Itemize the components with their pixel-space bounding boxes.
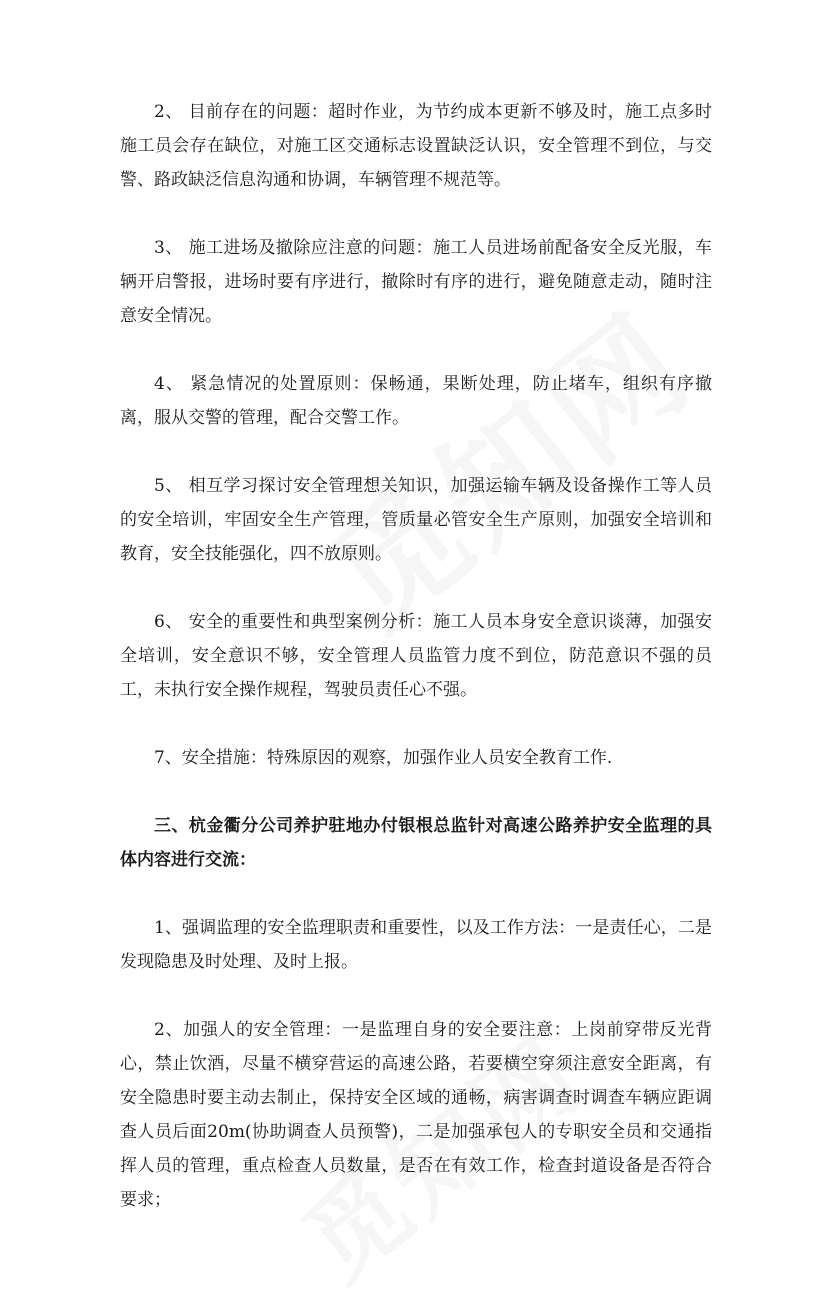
paragraph-item-2: 2、 目前存在的问题：超时作业，为节约成本更新不够及时，施工点多时施工员会存在缺位，对施工区交通标志设置缺泛认识，安全管理不到位，与交警、路政缺泛信息沟通和协调，车辆管理不规范等。 xyxy=(120,102,712,190)
section-paragraph-1: 1、强调监理的安全监理职责和重要性，以及工作方法：一是责任心，二是发现隐患及时处理、及时上报。 xyxy=(120,918,712,972)
document-body xyxy=(120,95,712,1251)
paragraph-item-5: 5、 相互学习探讨安全管理想关知识，加强运输车辆及设备操作工等人员的安全培训，牢固安全生产管理，管质量必管安全生产原则，加强安全培训和教育，安全技能强化，四不放原则。 xyxy=(120,476,712,564)
paragraph-item-6: 6、 安全的重要性和典型案例分析：施工人员本身安全意识谈薄，加强安全培训，安全意识不够，安全管理人员监管力度不到位，防范意识不强的员工，未执行安全操作规程，驾驶员责任心不强。 xyxy=(120,612,712,700)
section-heading: 三、杭金衢分公司养护驻地办付银根总监针对高速公路养护安全监理的具体内容进行交流： xyxy=(120,816,712,870)
paragraph-item-4: 4、 紧急情况的处置原则：保畅通，果断处理，防止堵车，组织有序撤离，服从交警的管理，配合交警工作。 xyxy=(120,374,712,428)
paragraph-item-3: 3、 施工进场及撤除应注意的问题：施工人员进场前配备安全反光服，车辆开启警报，进场时要有序进行，撤除时有序的进行，避免随意走动，随时注意安全情况。 xyxy=(120,238,712,326)
paragraph-item-7: 7、安全措施：特殊原因的观察，加强作业人员安全教育工作. xyxy=(154,748,613,768)
section-paragraph-2: 2、加强人的安全管理：一是监理自身的安全要注意：上岗前穿带反光背心，禁止饮酒，尽量不横穿营运的高速公路，若要横空穿须注意安全距离，有安全隐患时要主动去制止，保持安全区域的通畅，病害调查时调查车辆应距调查人员后面20m(协助调查人员预警)，二是加强承包人的专职安全员和交通指挥人员的管理，重点检查人员数量，是否在有效工作，检查封道设备是否符合要求； xyxy=(120,1020,712,1210)
